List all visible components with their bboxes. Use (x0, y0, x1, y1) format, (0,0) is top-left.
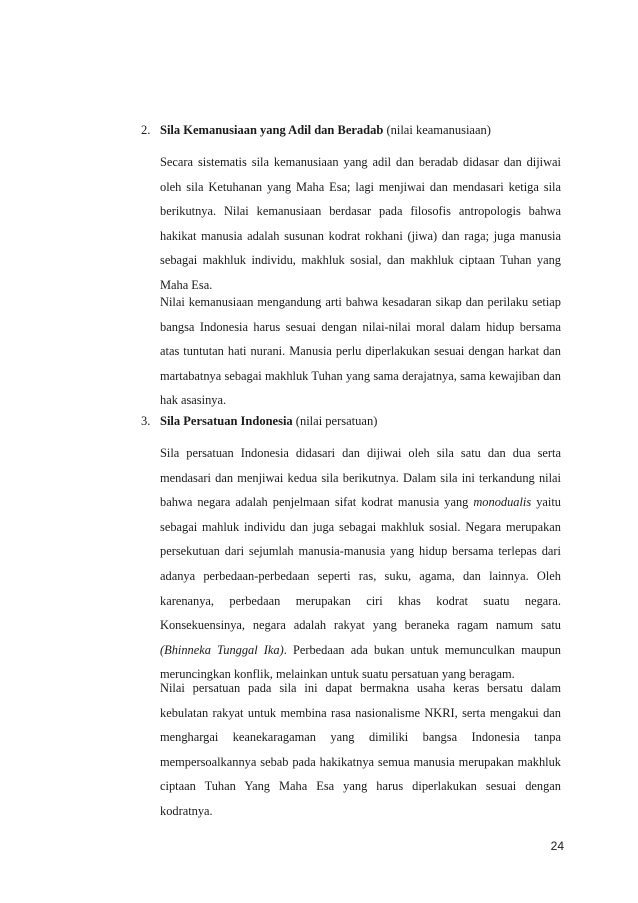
section-number: 3. (141, 414, 151, 428)
paragraph: Nilai persatuan pada sila ini dapat bermakna usaha keras bersatu dalam kebulatan rakyat untuk membina rasa nasionalisme NKRI, serta mengakui dan menghargai keanekaragaman yang dimiliki bangsa Indonesia tanpa mempersoalkannya sebab pada hakikatnya semua manusia merupakan makhluk ciptaan Tuhan Yang Maha Esa yang harus diperlakukan sesuai dengan kodratnya. (160, 681, 561, 818)
section-heading-3 (141, 413, 561, 429)
paragraph-text: Sila persatuan Indonesia didasari dan dijiwai oleh sila satu dan dua serta mendasari dan menjiwai kedua sila berikutnya. Dalam sila ini terkandung nilai bahwa negara adalah penjelmaan sifat kodrat manusia yang (160, 446, 561, 510)
section-title: Sila Persatuan Indonesia (160, 414, 293, 428)
italic-term: monodualis (473, 495, 532, 510)
section-heading-2 (141, 122, 561, 138)
section-subtitle: (nilai keamanusiaan) (383, 123, 491, 137)
paragraph: Secara sistematis sila kemanusiaan yang adil dan beradab didasar dan dijiwai oleh sila Ketuhanan yang Maha Esa; lagi menjiwai dan mendasari ketiga sila berikutnya. Nilai kemanusiaan berdasar pada filosofis antropologis bahwa hakikat manusia adalah susunan kodrat rokhani (jiwa) dan raga; juga manusia sebagai makhluk individu, makhluk sosial, dan makhluk ciptaan Tuhan yang Maha Esa. (160, 155, 561, 292)
paragraph (160, 441, 561, 687)
paragraph-text: yaitu sebagai mahluk individu dan juga sebagai makhluk sosial. Negara merupakan persekutuan dari sejumlah manusia-manusia yang hidup bersama terlepas dari adanya perbedaan-perbedaan seperti ras, suku, agama, dan lainnya. Oleh karenanya, perbedaan merupakan ciri khas kodrat suatu negara. Konsekuensinya, negara adalah rakyat yang beraneka ragam namum satu (160, 495, 561, 633)
section-subtitle: (nilai persatuan) (292, 414, 378, 428)
paragraph-text: . Perbedaan ada bukan untuk memunculkan maupun meruncingkan konflik, melainkan untuk suatu persatuan yang beragam. (160, 642, 561, 682)
paragraph: Nilai kemanusiaan mengandung arti bahwa kesadaran sikap dan perilaku setiap bangsa Indonesia harus sesuai dengan nilai-nilai moral dalam hidup bersama atas tuntutan hati nurani. Manusia perlu diperlakukan sesuai dengan harkat dan martabatnya sebagai makhluk Tuhan yang sama derajatnya, sama kewajiban dan hak asasinya. (160, 295, 561, 408)
italic-term: (Bhinneka Tunggal Ika) (160, 642, 284, 657)
section-title: Sila Kemanusiaan yang Adil dan Beradab (160, 123, 384, 137)
section-number: 2. (141, 123, 151, 137)
page-number: 24 (550, 839, 564, 853)
